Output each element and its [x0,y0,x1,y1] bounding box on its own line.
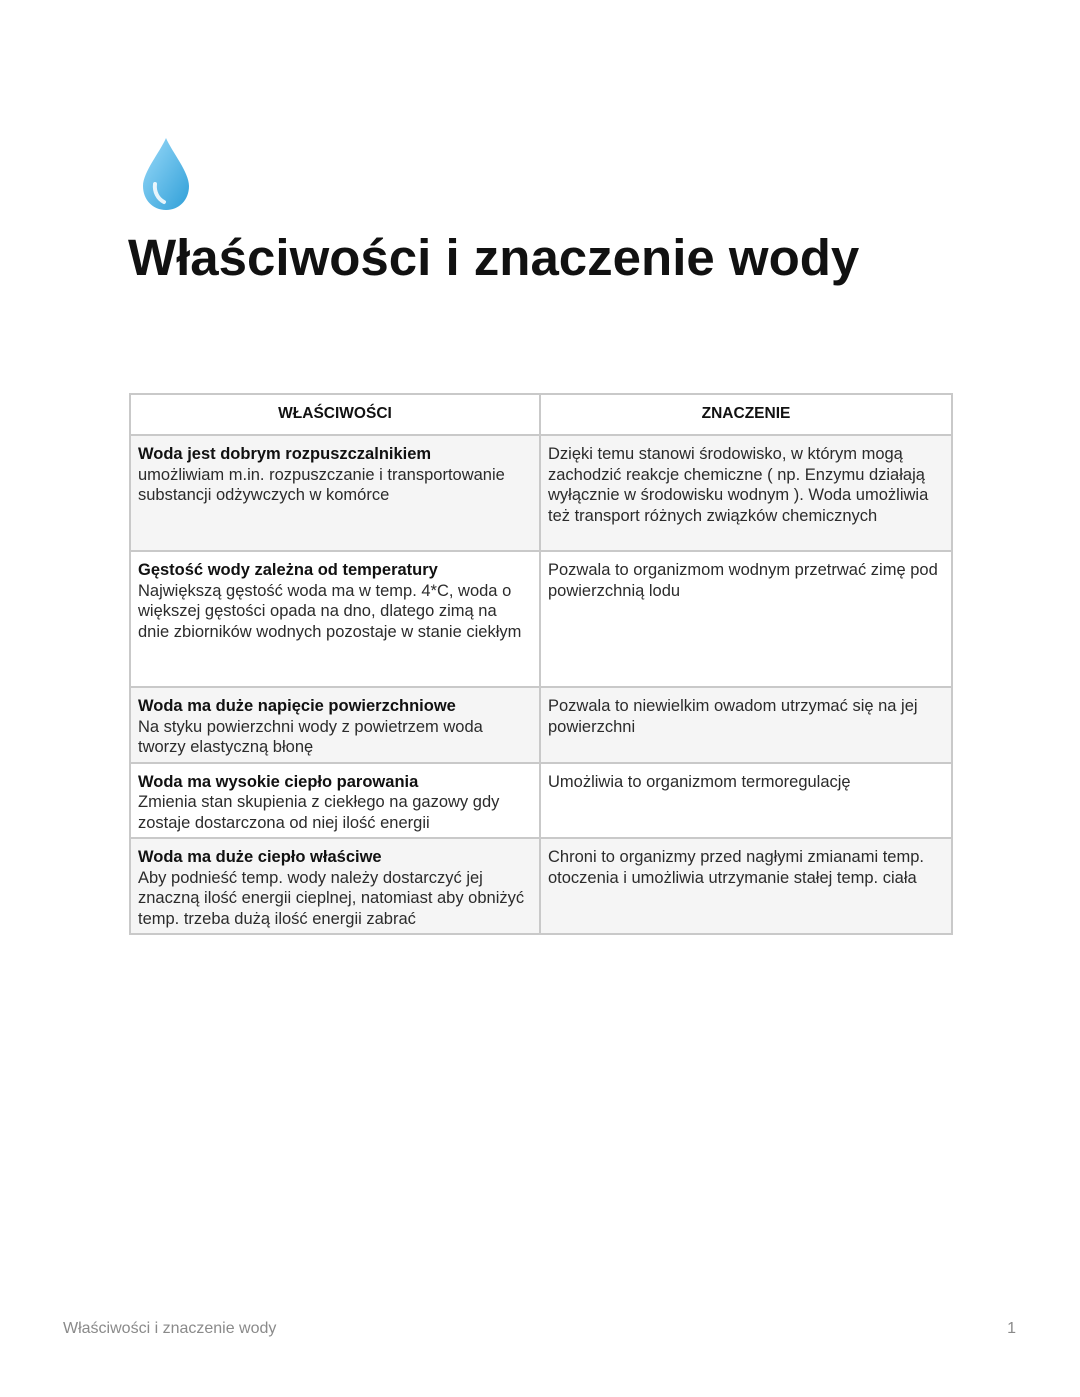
property-cell [130,551,540,687]
meaning-cell: Pozwala to niewielkim owadom utrzymać się na jej powierzchni [540,687,952,763]
property-cell [130,763,540,839]
table-row [130,435,952,551]
table-row [130,763,952,839]
property-title: Woda jest dobrym rozpuszczalnikiem [138,445,432,463]
property-description: Na styku powierzchni wody z powietrzem woda tworzy elastyczną błonę [138,717,483,756]
table-row [130,838,952,934]
column-header-meaning: ZNACZENIE [540,394,952,435]
property-title: Gęstość wody zależna od temperatury [138,561,438,579]
meaning-cell: Pozwala to organizmom wodnym przetrwać zimę pod powierzchnią lodu [540,551,952,687]
footer-document-title: Właściwości i znaczenie wody [63,1320,277,1337]
properties-table [129,393,953,935]
property-description: Aby podnieść temp. wody należy dostarczyć jej znaczną ilość energii cieplnej, natomiast aby obniżyć temp. trzeba dużą ilość energii zabrać [138,868,525,928]
property-cell [130,435,540,551]
table-row [130,551,952,687]
meaning-cell: Umożliwia to organizmom termoregulację [540,763,952,839]
meaning-cell: Dzięki temu stanowi środowisko, w którym mogą zachodzić reakcje chemiczne ( np. Enzymu działają wyłącznie w środowisku wodnym ). Woda umożliwia też transport różnych związków chemicznych [540,435,952,551]
table-row [130,687,952,763]
property-title: Woda ma duże ciepło właściwe [138,848,382,866]
property-title: Woda ma duże napięcie powierzchniowe [138,697,456,715]
column-header-properties: WŁAŚCIWOŚCI [130,394,540,435]
table-header-row [130,394,952,435]
property-cell [130,687,540,763]
footer-page-number: 1 [1007,1320,1016,1337]
water-drop-icon [140,136,192,212]
meaning-cell: Chroni to organizmy przed nagłymi zmianami temp. otoczenia i umożliwia utrzymanie stałej temp. ciała [540,838,952,934]
property-description: Największą gęstość woda ma w temp. 4*C, woda o większej gęstości opada na dno, dlatego zimą na dnie zbiorników wodnych pozostaje w stanie ciekłym [138,581,522,641]
property-cell [130,838,540,934]
property-description: umożliwiam m.in. rozpuszczanie i transportowanie substancji odżywczych w komórce [138,465,505,504]
page-title: Właściwości i znaczenie wody [128,229,860,286]
property-description: Zmienia stan skupienia z ciekłego na gazowy gdy zostaje dostarczona od niej ilość energii [138,793,500,832]
property-title: Woda ma wysokie ciepło parowania [138,772,419,791]
